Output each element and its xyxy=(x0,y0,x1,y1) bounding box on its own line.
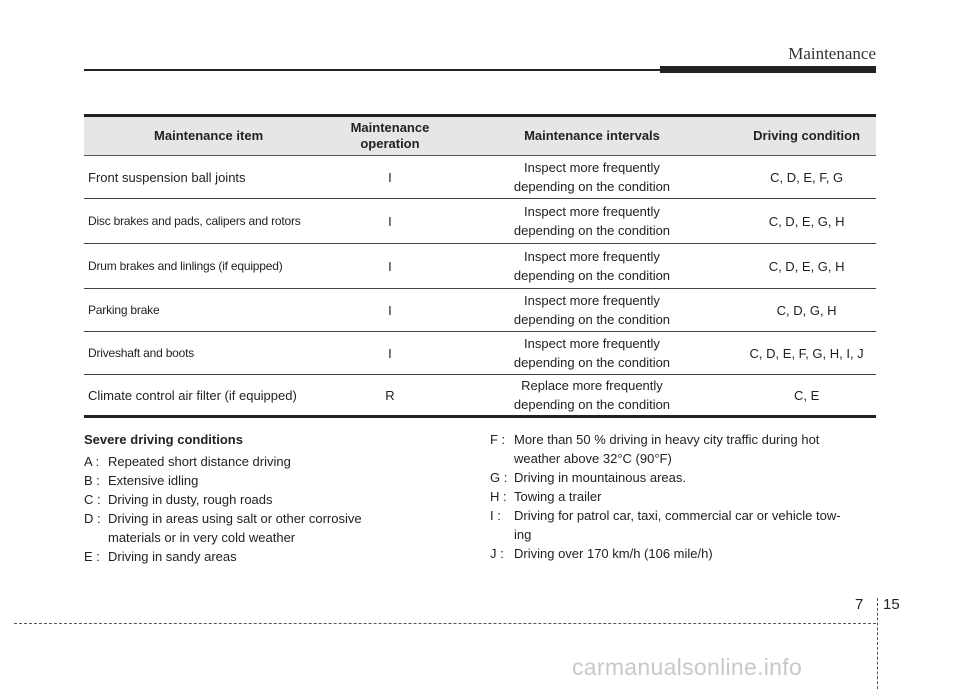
condition-item xyxy=(84,471,474,490)
row-condition: C, D, E, F, G xyxy=(737,156,876,199)
interval-line2: depending on the condition xyxy=(513,397,671,412)
condition-letter: C : xyxy=(84,492,101,507)
condition-text-line1: Driving in areas using salt or other corrosive xyxy=(108,511,362,526)
table-row xyxy=(84,289,876,332)
row-operation: I xyxy=(333,156,447,199)
header-operation-line1: Maintenance xyxy=(350,120,430,135)
page-number: 15 xyxy=(883,596,900,613)
condition-text: Driving over 170 km/h (106 mile/h) xyxy=(514,546,713,561)
row-item: Driveshaft and boots xyxy=(84,332,333,375)
row-operation: I xyxy=(333,332,447,375)
condition-item xyxy=(84,490,474,509)
condition-text-line2: materials or in very cold weather xyxy=(108,530,296,545)
row-interval xyxy=(447,332,737,375)
row-operation: I xyxy=(333,199,447,244)
condition-letter: D : xyxy=(84,511,101,526)
condition-letter: H : xyxy=(490,489,507,504)
severe-conditions-title: Severe driving conditions xyxy=(84,432,243,447)
row-condition: C, D, E, G, H xyxy=(737,244,876,289)
interval-line2: depending on the condition xyxy=(513,268,671,283)
interval-line2: depending on the condition xyxy=(513,312,671,327)
severe-conditions-right xyxy=(490,430,876,563)
condition-text-line1: More than 50 % driving in heavy city traffic during hot xyxy=(514,432,820,447)
condition-text xyxy=(514,506,876,544)
condition-letter: A : xyxy=(84,454,100,469)
row-item: Drum brakes and linlings (if equipped) xyxy=(84,244,333,289)
condition-text: Driving in mountainous areas. xyxy=(514,470,686,485)
header-maintenance-operation xyxy=(333,116,447,156)
row-condition: C, D, G, H xyxy=(737,289,876,332)
condition-text xyxy=(108,509,474,547)
condition-letter: B : xyxy=(84,473,100,488)
row-interval xyxy=(447,289,737,332)
row-interval xyxy=(447,156,737,199)
condition-text xyxy=(514,430,876,468)
row-condition: C, D, E, G, H xyxy=(737,199,876,244)
interval-line1: Inspect more frequently xyxy=(524,249,660,264)
interval-line1: Inspect more frequently xyxy=(524,293,660,308)
header-driving-condition: Driving condition xyxy=(737,116,876,156)
maintenance-table xyxy=(84,114,876,418)
condition-item xyxy=(490,468,876,487)
footer-rule xyxy=(14,623,876,624)
condition-text-line1: Driving for patrol car, taxi, commercial car or vehicle tow- xyxy=(514,508,841,523)
interval-line2: depending on the condition xyxy=(513,179,671,194)
condition-text: Extensive idling xyxy=(108,473,199,488)
row-item: Front suspension ball joints xyxy=(84,156,333,199)
condition-item xyxy=(490,544,876,563)
row-operation: I xyxy=(333,244,447,289)
condition-item xyxy=(490,487,876,506)
row-item: Parking brake xyxy=(84,289,333,332)
header-maintenance-intervals: Maintenance intervals xyxy=(447,116,737,156)
header-bar xyxy=(660,66,876,73)
condition-text: Towing a trailer xyxy=(514,489,602,504)
condition-item xyxy=(84,547,474,566)
header-operation-line2: operation xyxy=(360,136,420,151)
header-maintenance-item: Maintenance item xyxy=(84,116,333,156)
row-item: Climate control air filter (if equipped) xyxy=(84,375,333,417)
chapter-number: 7 xyxy=(855,596,864,613)
row-item: Disc brakes and pads, calipers and rotors xyxy=(84,199,333,244)
condition-letter: F : xyxy=(490,432,506,447)
condition-text-line2: weather above 32°C (90°F) xyxy=(514,451,672,466)
condition-letter: I : xyxy=(490,508,501,523)
table-row xyxy=(84,332,876,375)
table-row xyxy=(84,244,876,289)
table-row xyxy=(84,199,876,244)
condition-letter: E : xyxy=(84,549,100,564)
condition-text: Driving in sandy areas xyxy=(108,549,237,564)
condition-text: Driving in dusty, rough roads xyxy=(108,492,273,507)
condition-text: Repeated short distance driving xyxy=(108,454,291,469)
condition-item xyxy=(490,430,876,468)
header-rule xyxy=(84,69,660,71)
condition-letter: J : xyxy=(490,546,504,561)
footer-divider xyxy=(877,598,878,689)
watermark: carmanualsonline.info xyxy=(572,654,803,680)
interval-line2: depending on the condition xyxy=(513,355,671,370)
row-operation: I xyxy=(333,289,447,332)
interval-line2: depending on the condition xyxy=(513,223,671,238)
row-interval xyxy=(447,375,737,417)
row-interval xyxy=(447,199,737,244)
interval-line1: Inspect more frequently xyxy=(524,160,660,175)
row-operation: R xyxy=(333,375,447,417)
condition-item xyxy=(84,452,474,471)
table-header-row xyxy=(84,116,876,156)
condition-text-line2: ing xyxy=(514,527,532,542)
row-condition: C, E xyxy=(737,375,876,417)
condition-item xyxy=(490,506,876,544)
row-interval xyxy=(447,244,737,289)
condition-letter: G : xyxy=(490,470,508,485)
page-section-title: Maintenance xyxy=(788,44,876,63)
interval-line1: Replace more frequently xyxy=(521,378,663,393)
table-row xyxy=(84,375,876,417)
interval-line1: Inspect more frequently xyxy=(524,204,660,219)
condition-item xyxy=(84,509,474,547)
table-row xyxy=(84,156,876,199)
interval-line1: Inspect more frequently xyxy=(524,336,660,351)
severe-conditions-left xyxy=(84,430,474,566)
row-condition: C, D, E, F, G, H, I, J xyxy=(737,332,876,375)
